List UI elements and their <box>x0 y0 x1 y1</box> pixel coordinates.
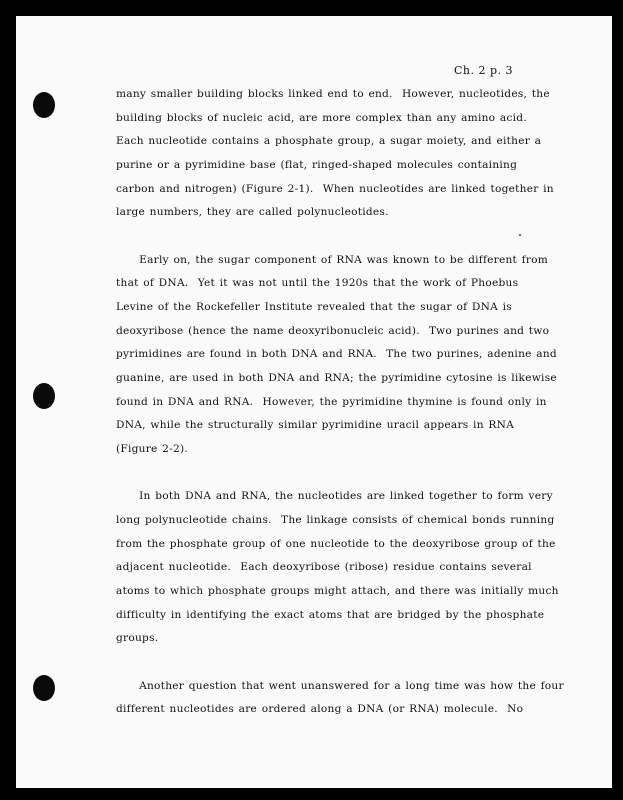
text-line: from the phosphate group of one nucleotide to the deoxyribose group of the <box>116 538 556 550</box>
text-line: pyrimidines are found in both DNA and RNA. The two purines, adenine and <box>116 348 557 360</box>
text-line: carbon and nitrogen) (Figure 2-1). When nucleotides are linked together in <box>116 183 554 195</box>
text-line: building blocks of nucleic acid, are more complex than any amino acid. <box>116 112 527 124</box>
text-line: DNA, while the structurally similar pyrimidine uracil appears in RNA <box>116 419 515 431</box>
binder-hole-bottom <box>33 675 55 701</box>
text-line: that of DNA. Yet it was not until the 1920s that the work of Phoebus <box>116 277 519 289</box>
document-page <box>16 16 612 788</box>
text-line: Another question that went unanswered for a long time was how the four <box>116 680 564 692</box>
text-line: atoms to which phosphate groups might attach, and there was initially much <box>116 585 559 597</box>
speck <box>519 234 521 236</box>
text-line: many smaller building blocks linked end to end. However, nucleotides, the <box>116 88 550 100</box>
text-line: Levine of the Rockefeller Institute revealed that the sugar of DNA is <box>116 301 512 313</box>
text-line: deoxyribose (hence the name deoxyribonucleic acid). Two purines and two <box>116 325 550 337</box>
text-line: adjacent nucleotide. Each deoxyribose (ribose) residue contains several <box>116 561 532 573</box>
text-line: different nucleotides are ordered along a DNA (or RNA) molecule. No <box>116 703 524 715</box>
page-header: Ch. 2 p. 3 <box>454 64 514 77</box>
text-line: long polynucleotide chains. The linkage consists of chemical bonds running <box>116 514 555 526</box>
text-line: guanine, are used in both DNA and RNA; the pyrimidine cytosine is likewise <box>116 372 557 384</box>
text-line: purine or a pyrimidine base (flat, ringed-shaped molecules containing <box>116 159 518 171</box>
text-line: In both DNA and RNA, the nucleotides are linked together to form very <box>116 490 553 502</box>
text-line: difficulty in identifying the exact atoms that are bridged by the phosphate <box>116 609 545 621</box>
text-line: found in DNA and RNA. However, the pyrimidine thymine is found only in <box>116 396 547 408</box>
text-line: Each nucleotide contains a phosphate group, a sugar moiety, and either a <box>116 135 542 147</box>
text-line: large numbers, they are called polynucleotides. <box>116 206 389 218</box>
binder-hole-top <box>33 92 55 118</box>
binder-hole-middle <box>33 383 55 409</box>
text-line: Early on, the sugar component of RNA was known to be different from <box>116 254 549 266</box>
text-line: groups. <box>116 632 159 644</box>
text-line: (Figure 2-2). <box>116 443 188 455</box>
